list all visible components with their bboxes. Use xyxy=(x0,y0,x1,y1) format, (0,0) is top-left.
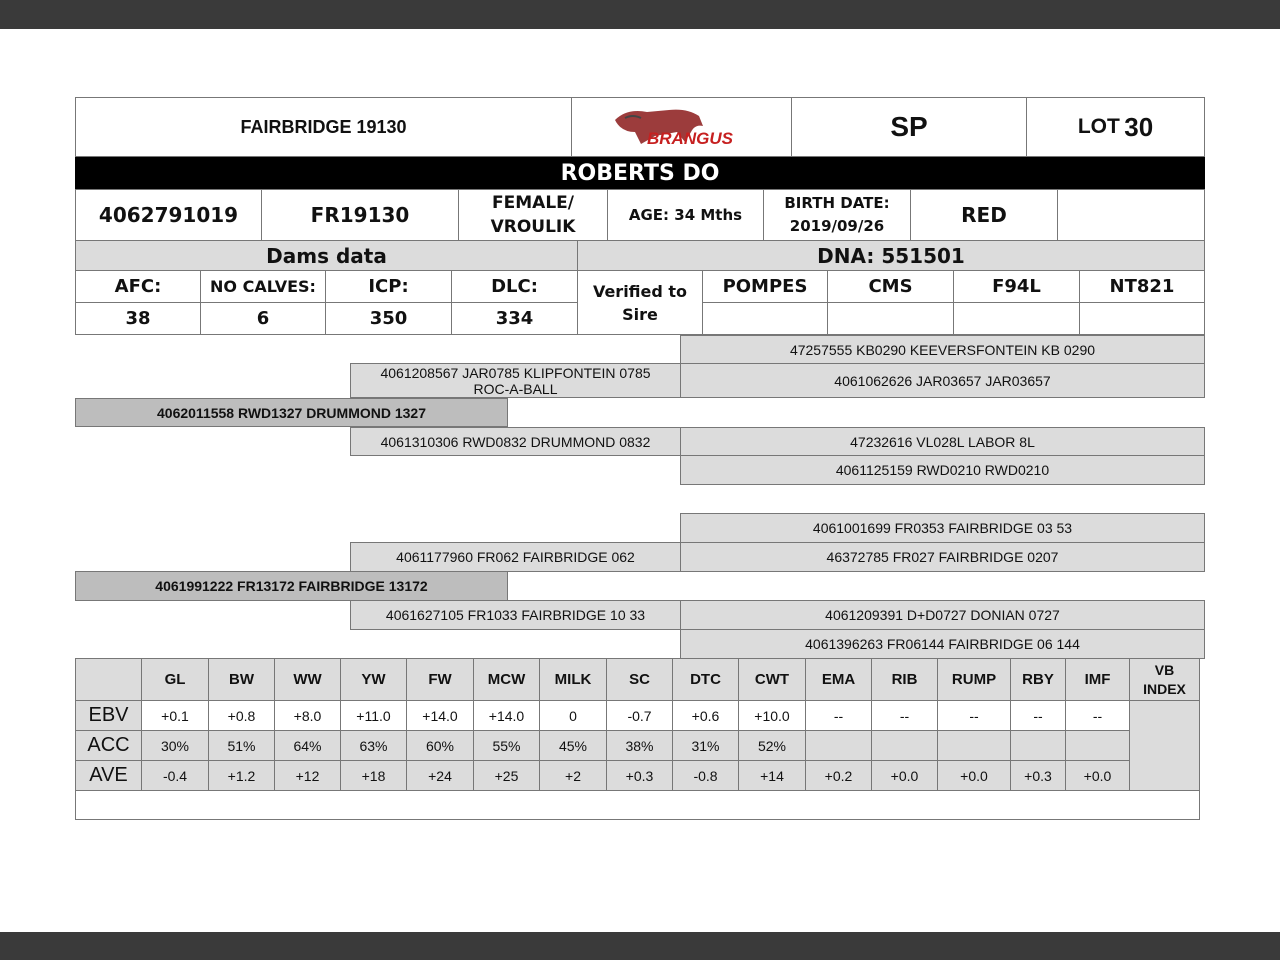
ebv-footer xyxy=(76,791,1200,820)
acc-value: 45% xyxy=(540,731,607,761)
sex-line-2: VROULIK xyxy=(490,217,576,237)
pedigree-dam-dam: 4061627105 FR1033 FAIRBRIDGE 10 33 xyxy=(350,600,681,630)
dna-result-pompes xyxy=(702,302,828,335)
birth-date-value: 2019/09/26 xyxy=(789,217,885,235)
ave-value: +0.2 xyxy=(806,761,872,791)
ebv-value: +10.0 xyxy=(739,701,806,731)
top-band xyxy=(0,0,1280,29)
ebv-col-cwt: CWT xyxy=(739,659,806,701)
dam-value-icp: 350 xyxy=(325,302,452,335)
ebv-col-fw: FW xyxy=(407,659,474,701)
code-badge: SP xyxy=(791,97,1027,157)
row-label-ebv: EBV xyxy=(76,701,142,731)
ave-value: -0.4 xyxy=(142,761,209,791)
ebv-col-ww: WW xyxy=(275,659,341,701)
ebv-value: +0.6 xyxy=(673,701,739,731)
ave-value: +1.2 xyxy=(209,761,275,791)
ave-value: +0.3 xyxy=(1011,761,1066,791)
ave-value: +0.3 xyxy=(607,761,673,791)
ave-value: +12 xyxy=(275,761,341,791)
acc-value: 55% xyxy=(474,731,540,761)
ebv-col-imf: IMF xyxy=(1066,659,1130,701)
ebv-col-milk: MILK xyxy=(540,659,607,701)
verified-line-2: Sire xyxy=(622,304,658,324)
ebv-value: +0.1 xyxy=(142,701,209,731)
brangus-logo xyxy=(571,97,792,157)
pedigree-sire-sire-dam: 4061062626 JAR03657 JAR03657 xyxy=(680,363,1205,398)
dam-label-afc: AFC: xyxy=(75,270,201,303)
dna-result-f94l xyxy=(953,302,1080,335)
vb-index-line-1: VB xyxy=(1154,661,1175,678)
ebv-value: -- xyxy=(1011,701,1066,731)
ebv-value: -- xyxy=(872,701,938,731)
acc-value: 31% xyxy=(673,731,739,761)
dam-value-afc: 38 xyxy=(75,302,201,335)
ave-value: +25 xyxy=(474,761,540,791)
acc-value: 64% xyxy=(275,731,341,761)
pedigree-dam-dam-dam: 4061396263 FR06144 FAIRBRIDGE 06 144 xyxy=(680,629,1205,659)
pedigree-sire-dam: 4061310306 RWD0832 DRUMMOND 0832 xyxy=(350,427,681,456)
ave-value: +0.0 xyxy=(872,761,938,791)
pedigree-dam-dam-sire: 4061209391 D+D0727 DONIAN 0727 xyxy=(680,600,1205,630)
acc-value: 52% xyxy=(739,731,806,761)
ebv-col-rby: RBY xyxy=(1011,659,1066,701)
ebv-value: +0.8 xyxy=(209,701,275,731)
ebv-row-acc xyxy=(76,731,1200,761)
breeder-bar: ROBERTS DO xyxy=(75,157,1205,189)
animal-colour: RED xyxy=(910,189,1058,241)
acc-value: 38% xyxy=(607,731,673,761)
sire-sire-line-2: ROC-A-BALL xyxy=(473,380,558,397)
ebv-value: -0.7 xyxy=(607,701,673,731)
dam-label-icp: ICP: xyxy=(325,270,452,303)
ebv-col-vb-index xyxy=(1130,659,1200,701)
birth-date-label: BIRTH DATE: xyxy=(784,194,890,212)
acc-value xyxy=(806,731,872,761)
animal-age: AGE: 34 Mths xyxy=(607,189,764,241)
animal-id: 4062791019 xyxy=(75,189,262,241)
animal-name: FAIRBRIDGE 19130 xyxy=(75,97,572,157)
ebv-col-ema: EMA xyxy=(806,659,872,701)
ebv-header-row xyxy=(76,659,1200,701)
pedigree-sire-sire-sire: 47257555 KB0290 KEEVERSFONTEIN KB 0290 xyxy=(680,335,1205,364)
ebv-value: -- xyxy=(806,701,872,731)
vb-index-line-2: INDEX xyxy=(1143,680,1186,697)
pedigree-sire-dam-sire: 47232616 VL028L LABOR 8L xyxy=(680,427,1205,456)
ebv-col-rib: RIB xyxy=(872,659,938,701)
ebv-value: -- xyxy=(938,701,1011,731)
animal-tag: FR19130 xyxy=(261,189,459,241)
dna-test-pompes: POMPES xyxy=(702,270,828,303)
logo-text: BRANGUS xyxy=(646,129,733,148)
sex-line-1: FEMALE/ xyxy=(492,193,574,213)
ebv-col-gl: GL xyxy=(142,659,209,701)
pedigree-dam-sire-dam: 46372785 FR027 FAIRBRIDGE 0207 xyxy=(680,542,1205,572)
ebv-table xyxy=(75,658,1200,820)
dna-test-cms: CMS xyxy=(827,270,954,303)
lot-label: LOT xyxy=(1077,115,1120,138)
pedigree-dam-sire-sire: 4061001699 FR0353 FAIRBRIDGE 03 53 xyxy=(680,513,1205,543)
ave-value: -0.8 xyxy=(673,761,739,791)
acc-value: 51% xyxy=(209,731,275,761)
ebv-value: 0 xyxy=(540,701,607,731)
ave-value: +14 xyxy=(739,761,806,791)
ave-value: +0.0 xyxy=(938,761,1011,791)
ave-value: +2 xyxy=(540,761,607,791)
dam-label-calves: NO CALVES: xyxy=(200,270,326,303)
ebv-col-mcw: MCW xyxy=(474,659,540,701)
verified-to-sire xyxy=(577,270,703,335)
animal-extra-cell xyxy=(1057,189,1205,241)
ebv-row-ave xyxy=(76,761,1200,791)
acc-value xyxy=(1066,731,1130,761)
ave-value: +24 xyxy=(407,761,474,791)
dna-result-nt821 xyxy=(1079,302,1205,335)
dna-title: DNA: 551501 xyxy=(577,240,1205,271)
animal-sex xyxy=(458,189,608,241)
ebv-footer-row xyxy=(76,791,1200,820)
ebv-value: -- xyxy=(1066,701,1130,731)
ebv-col-sc: SC xyxy=(607,659,673,701)
lot-cell xyxy=(1026,97,1205,157)
dam-value-dlc: 334 xyxy=(451,302,578,335)
ave-value: +0.0 xyxy=(1066,761,1130,791)
ebv-col-yw: YW xyxy=(341,659,407,701)
dna-test-nt821: NT821 xyxy=(1079,270,1205,303)
vb-index-value xyxy=(1130,701,1200,791)
row-label-acc: ACC xyxy=(76,731,142,761)
ebv-value: +14.0 xyxy=(474,701,540,731)
lot-number: 30 xyxy=(1124,111,1154,142)
dam-value-calves: 6 xyxy=(200,302,326,335)
pedigree-dam: 4061991222 FR13172 FAIRBRIDGE 13172 xyxy=(75,571,508,601)
pedigree-sire-sire xyxy=(350,363,681,398)
ebv-value: +11.0 xyxy=(341,701,407,731)
acc-value xyxy=(872,731,938,761)
dna-result-cms xyxy=(827,302,954,335)
acc-value: 63% xyxy=(341,731,407,761)
birth-date-cell xyxy=(763,189,911,241)
acc-value xyxy=(1011,731,1066,761)
ebv-corner xyxy=(76,659,142,701)
pedigree-sire: 4062011558 RWD1327 DRUMMOND 1327 xyxy=(75,398,508,427)
pedigree-sire-dam-dam: 4061125159 RWD0210 RWD0210 xyxy=(680,455,1205,485)
pedigree-dam-sire: 4061177960 FR062 FAIRBRIDGE 062 xyxy=(350,542,681,572)
dam-label-dlc: DLC: xyxy=(451,270,578,303)
row-label-ave: AVE xyxy=(76,761,142,791)
dna-test-f94l: F94L xyxy=(953,270,1080,303)
ebv-col-rump: RUMP xyxy=(938,659,1011,701)
acc-value: 30% xyxy=(142,731,209,761)
ebv-value: +14.0 xyxy=(407,701,474,731)
acc-value: 60% xyxy=(407,731,474,761)
ebv-col-dtc: DTC xyxy=(673,659,739,701)
bottom-band xyxy=(0,932,1280,960)
ebv-col-bw: BW xyxy=(209,659,275,701)
dams-data-title: Dams data xyxy=(75,240,578,271)
acc-value xyxy=(938,731,1011,761)
sire-sire-line-1: 4061208567 JAR0785 KLIPFONTEIN 0785 xyxy=(380,364,651,381)
bull-logo-icon xyxy=(607,102,757,152)
ave-value: +18 xyxy=(341,761,407,791)
verified-line-1: Verified to xyxy=(592,281,688,301)
ebv-value: +8.0 xyxy=(275,701,341,731)
ebv-row-ebv xyxy=(76,701,1200,731)
